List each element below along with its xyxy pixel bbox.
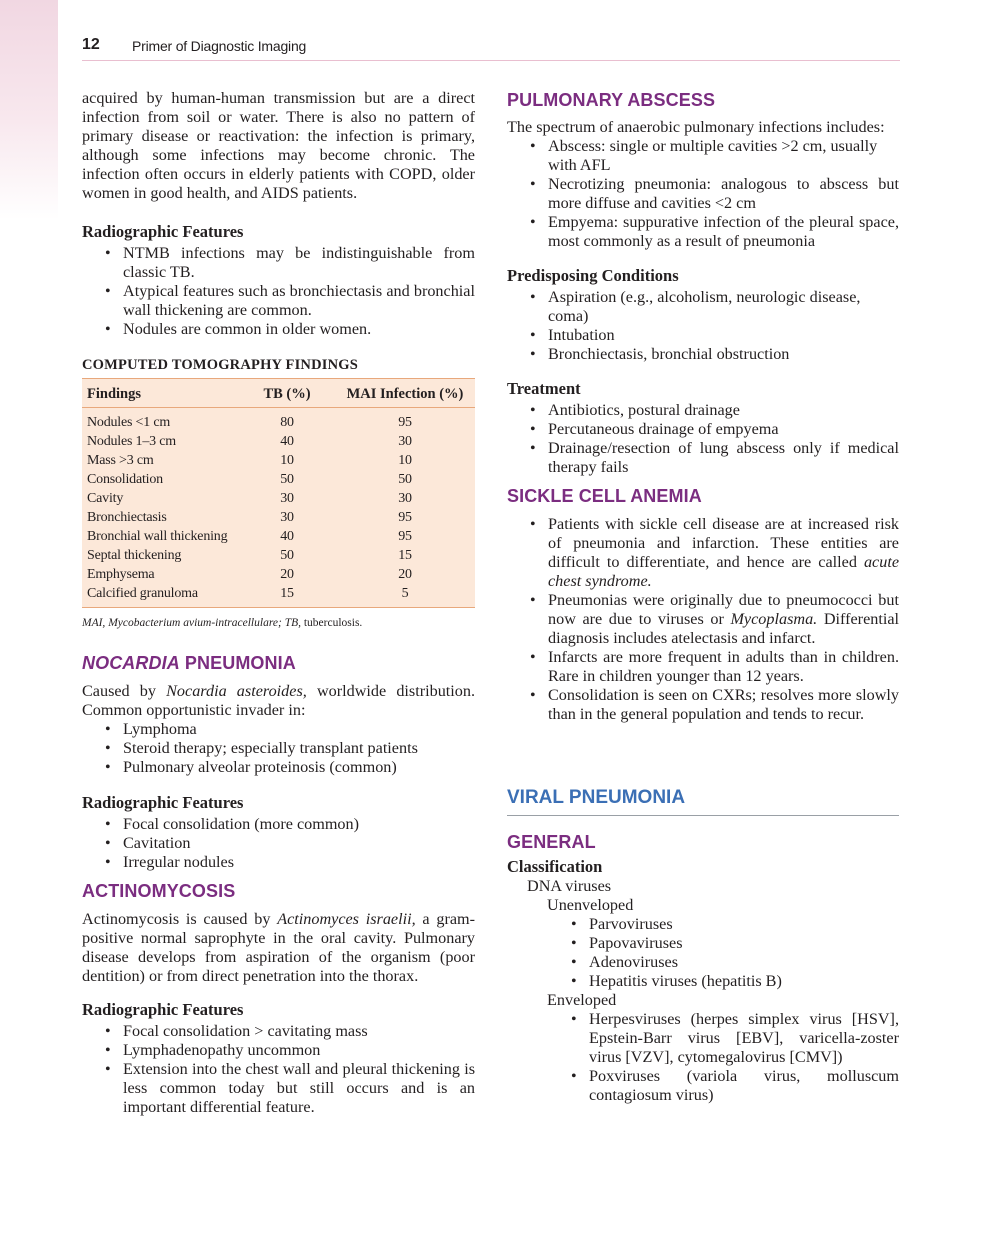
table-row: [82, 546, 475, 565]
list-item: • Empyema: suppurative infection of the pleural space, most commonly as a result of pneumonia: [548, 213, 899, 251]
list-item: • Infarcts are more frequent in adults than in children. Rare in children younger than 12 years.: [548, 648, 899, 686]
unenveloped-label: Unenveloped: [547, 896, 634, 914]
section-heading-nocardia: [82, 652, 475, 674]
page-number: 12: [82, 36, 100, 53]
table-cell: 40: [280, 529, 294, 544]
radiographic-features-list: [82, 244, 475, 339]
table-cell: Consolidation: [87, 472, 163, 487]
list-item: • Nodules are common in older women.: [123, 320, 475, 339]
text-span: Actinomycosis is caused by: [82, 910, 271, 928]
left-column: [82, 89, 475, 1117]
text-span: worldwide distribution. Common opportunistic invader in:: [82, 682, 476, 719]
table-cell: 30: [280, 510, 294, 525]
heading-rest-part: PNEUMONIA: [184, 653, 296, 673]
table-cell: 30: [280, 491, 294, 506]
treatment-heading: Treatment: [507, 379, 581, 398]
list-item: • Drainage/resection of lung abscess only if medical therapy fails: [548, 439, 899, 477]
footnote-def: tuberculosis.: [303, 617, 363, 629]
predisposing-list: [507, 288, 899, 364]
list-item: • Consolidation is seen on CXRs; resolves more slowly than in the general population and tends to recur.: [548, 686, 899, 724]
predisposing-heading: Predisposing Conditions: [507, 266, 679, 285]
organism-name: Nocardia asteroides,: [166, 682, 307, 700]
running-title: Primer of Diagnostic Imaging: [132, 38, 307, 54]
list-item: • Cavitation: [123, 834, 475, 853]
list-item: • Irregular nodules: [123, 853, 475, 872]
italic-term: Mycoplasma.: [730, 610, 818, 628]
list-item: • Necrotizing pneumonia: analogous to abscess but more diffuse and cavities <2 cm: [548, 175, 899, 213]
list-item: • Focal consolidation (more common): [123, 815, 475, 834]
table-cell: Cavity: [87, 491, 124, 506]
text-span: Patients with sickle cell disease are at increased risk of pneumonia and infarction. These entities are difficult to differentiate, and hence are called: [548, 515, 899, 571]
table-row: [82, 489, 475, 508]
table-cell: 95: [398, 510, 412, 525]
radiographic-features-heading: Radiographic Features: [82, 222, 244, 241]
classification-heading: Classification: [507, 857, 603, 876]
section-heading-viral-pneumonia: VIRAL PNEUMONIA: [507, 787, 899, 816]
running-header: [82, 34, 900, 61]
table-cell: Mass >3 cm: [87, 453, 154, 468]
table-cell: 15: [398, 548, 412, 563]
table-row: [82, 584, 475, 608]
list-item: • Lymphadenopathy uncommon: [123, 1041, 475, 1060]
table-row: [82, 451, 475, 470]
heading-italic-part: NOCARDIA: [82, 653, 180, 673]
table-title: COMPUTED TOMOGRAPHY FINDINGS: [82, 357, 359, 373]
table-cell: Calcified granuloma: [87, 586, 198, 601]
table-header-mai: MAI Infection (%): [330, 379, 475, 408]
list-item: • Parvoviruses: [589, 915, 899, 934]
table-cell: 15: [280, 586, 294, 601]
nocardia-paragraph: [82, 682, 475, 720]
table-cell: 30: [398, 434, 412, 449]
table-cell: Emphysema: [87, 567, 155, 582]
list-item: • Atypical features such as bronchiectasis and bronchial wall thickening are common.: [123, 282, 475, 320]
table-cell: Bronchiectasis: [87, 510, 167, 525]
radiographic-features-list: [82, 815, 475, 872]
section-heading-pulmonary-abscess: PULMONARY ABSCESS: [507, 90, 716, 110]
list-item: • Steroid therapy; especially transplant patients: [123, 739, 475, 758]
table-header-tb: TB (%): [239, 379, 330, 408]
table-cell: 80: [280, 415, 294, 430]
table-cell: 50: [398, 472, 412, 487]
table-cell: 50: [280, 472, 294, 487]
actinomycosis-paragraph: [82, 910, 475, 986]
nocardia-list: [82, 720, 475, 777]
section-heading-sickle-cell: SICKLE CELL ANEMIA: [507, 486, 702, 506]
table-cell: Nodules 1–3 cm: [87, 434, 176, 449]
table-cell: 95: [398, 529, 412, 544]
sickle-cell-list: [507, 515, 899, 724]
page-corner-tint: [0, 0, 58, 220]
radiographic-features-heading: Radiographic Features: [82, 1000, 244, 1019]
table-row: [82, 527, 475, 546]
table-cell: 50: [280, 548, 294, 563]
table-cell: Nodules <1 cm: [87, 415, 171, 430]
list-item: • Poxviruses (variola virus, molluscum contagiosum virus): [589, 1067, 899, 1105]
table-footnote: [82, 616, 475, 630]
abscess-list: [507, 137, 899, 251]
ct-findings-table: [82, 378, 475, 608]
dna-viruses-label: DNA viruses: [527, 877, 612, 895]
right-column: [507, 89, 899, 1105]
table-cell: 10: [280, 453, 294, 468]
table-header-findings: Findings: [82, 379, 239, 408]
table-cell: 40: [280, 434, 294, 449]
radiographic-features-list: [82, 1022, 475, 1117]
footnote-abbr: MAI,: [82, 617, 106, 629]
section-heading-actinomycosis: ACTINOMYCOSIS: [82, 881, 236, 901]
list-item: [548, 591, 899, 648]
subheading-general: GENERAL: [507, 832, 596, 852]
footnote-abbr: TB,: [284, 617, 301, 629]
footnote-def: Mycobacterium avium-intracellulare;: [108, 617, 282, 629]
table-cell: Bronchial wall thickening: [87, 529, 228, 544]
table-row: [82, 565, 475, 584]
enveloped-list: [507, 1010, 899, 1105]
table-cell: 30: [398, 491, 412, 506]
list-item: • Focal consolidation > cavitating mass: [123, 1022, 475, 1041]
text-span: a gram-positive normal saprophyte in the oral cavity. Pulmonary disease develops from aspiration of the organism (poor dentition) or from direct penetration into the thorax.: [82, 910, 476, 985]
list-item: • Pulmonary alveolar proteinosis (common): [123, 758, 475, 777]
table-row: [82, 408, 475, 433]
unenveloped-list: [507, 915, 899, 991]
organism-name: Actinomyces israelii,: [277, 910, 416, 928]
text-span: Differential diagnosis includes atelectasis and infarct.: [548, 610, 900, 647]
table-row: [82, 508, 475, 527]
text-span: Caused by: [82, 682, 156, 700]
enveloped-label: Enveloped: [547, 991, 617, 1009]
table-cell: 20: [280, 567, 294, 582]
radiographic-features-heading: Radiographic Features: [82, 793, 244, 812]
table-cell: 20: [398, 567, 412, 582]
list-item: • Papovaviruses: [589, 934, 899, 953]
abscess-intro: The spectrum of anaerobic pulmonary infections includes:: [507, 118, 885, 136]
list-item: • Percutaneous drainage of empyema: [548, 420, 899, 439]
list-item: • Lymphoma: [123, 720, 475, 739]
table-cell: Septal thickening: [87, 548, 182, 563]
table-cell: 95: [398, 415, 412, 430]
list-item: • Extension into the chest wall and pleural thickening is less common today but still occurs and is an important differential feature.: [123, 1060, 475, 1117]
intro-paragraph: acquired by human-human transmission but are a direct infection from soil or water. There is also no pattern of primary disease or reactivation: the infection is primary, although some infections may become chronic. The infection often occurs in elderly patients with COPD, older women in good health, and AIDS patients.: [82, 89, 475, 202]
table-row: [82, 432, 475, 451]
table-cell: 10: [398, 453, 412, 468]
table-cell: 5: [401, 586, 409, 601]
list-item: • Abscess: single or multiple cavities >2 cm, usually with AFL: [548, 137, 899, 175]
list-item: • Bronchiectasis, bronchial obstruction: [548, 345, 899, 364]
treatment-list: [507, 401, 899, 477]
list-item: • Hepatitis viruses (hepatitis B): [589, 972, 899, 991]
list-item: • Intubation: [548, 326, 899, 345]
list-item: • Antibiotics, postural drainage: [548, 401, 899, 420]
list-item: • Adenoviruses: [589, 953, 899, 972]
list-item: • Aspiration (e.g., alcoholism, neurologic disease, coma): [548, 288, 899, 326]
list-item: • NTMB infections may be indistinguishable from classic TB.: [123, 244, 475, 282]
list-item: • Herpesviruses (herpes simplex virus [HSV], Epstein-Barr virus [EBV], varicella-zoster virus [VZV], cytomegalovirus [CMV]): [589, 1010, 899, 1067]
table-row: [82, 470, 475, 489]
list-item: [548, 515, 899, 591]
text-span: Pneumonias were originally due to pneumococci but now are due to viruses or: [548, 591, 899, 628]
italic-term: acute chest syndrome.: [548, 553, 900, 590]
